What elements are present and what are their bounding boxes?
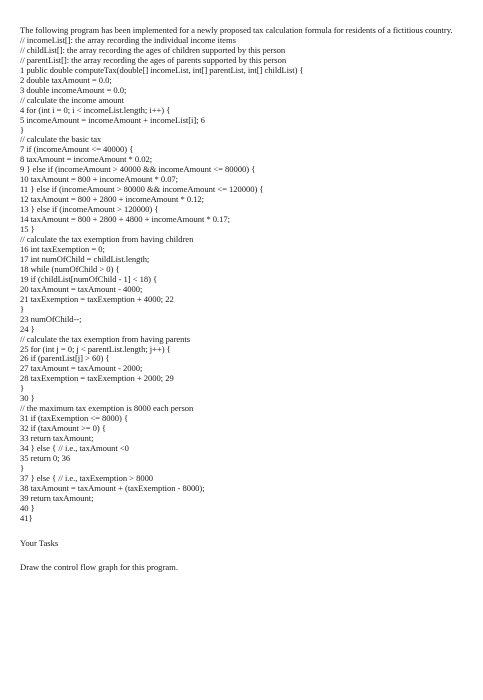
code-line: 30 } [20, 393, 35, 404]
code-line: 35 return 0; 36 [20, 452, 71, 463]
code-line: 8 taxAmount = incomeAmount * 0.02; [20, 154, 153, 165]
code-line: // parentList[]: the array recording the ages of parents supported by this person [20, 54, 287, 65]
code-line: 33 return taxAmount; [20, 433, 94, 444]
code-line: } [20, 462, 25, 473]
code-line: 25 for (int j = 0; j < parentList.length; j++) { [20, 343, 171, 354]
tasks-instruction: Draw the control flow graph for this program. [20, 561, 178, 572]
code-line: 10 taxAmount = 800 + incomeAmount * 0.07; [20, 174, 179, 185]
code-line: 32 if (taxAmount >= 0) { [20, 423, 106, 434]
code-line: // calculate the tax exemption from having children [20, 234, 194, 245]
code-line: // childList[]: the array recording the ages of children supported by this person [20, 44, 286, 55]
code-line: } [20, 124, 25, 135]
code-line: 34 } else { // i.e., taxAmount <0 [20, 443, 129, 454]
code-line: 18 while (numOfChild > 0) { [20, 263, 120, 274]
code-line: 23 numOfChild--; [20, 313, 82, 324]
code-line: 2 double taxAmount = 0.0; [20, 74, 112, 85]
code-line: } [20, 383, 25, 394]
code-line: 41} [20, 512, 33, 523]
code-line: 1 public double computeTax(double[] incomeList, int[] parentList, int[] childList) { [20, 64, 304, 75]
code-line: // calculate the tax exemption from having parents [20, 333, 191, 344]
code-line: 24 } [20, 323, 35, 334]
code-line: 38 taxAmount = taxAmount + (taxExemption - 8000); [20, 482, 205, 493]
code-line: 37 } else { // i.e., taxExemption > 8000 [20, 472, 154, 483]
code-line: 26 if (parentList[j] > 60) { [20, 353, 110, 364]
code-line: // calculate the income amount [20, 94, 124, 105]
code-line: 5 incomeAmount = incomeAmount + incomeList[i]; 6 [20, 114, 205, 125]
document-page [20, 26, 468, 572]
code-line: 20 taxAmount = taxAmount - 4000; [20, 283, 143, 294]
intro-paragraph: The following program has been implemented for a newly proposed tax calculation formula for residents of a fictitious country. [20, 25, 453, 35]
code-line: 40 } [20, 502, 35, 513]
code-line: 17 int numOfChild = childList.length; [20, 253, 150, 264]
code-line: 7 if (incomeAmount <= 40000) { [20, 144, 134, 155]
code-line: 19 if (childList[numOfChild - 1] < 18) { [20, 273, 158, 284]
code-line: 4 for (int i = 0; i < incomeList.length; i++) { [20, 104, 171, 115]
code-line: 21 taxExemption = taxExemption + 4000; 22 [20, 293, 174, 304]
code-line: 14 taxAmount = 800 + 2800 + 4800 + incomeAmount * 0.17; [20, 214, 230, 225]
code-line: 28 taxExemption = taxExemption + 2000; 29 [20, 373, 174, 384]
code-line: 3 double incomeAmount = 0.0; [20, 84, 127, 95]
code-line: 13 } else if (incomeAmount > 120000) { [20, 204, 159, 215]
code-line: 31 if (taxExemption <= 8000) { [20, 413, 129, 424]
code-line: 11 } else if (incomeAmount > 80000 && incomeAmount <= 120000) { [20, 184, 264, 195]
code-line: 15 } [20, 224, 35, 235]
code-line: 9 } else if (incomeAmount > 40000 && incomeAmount <= 80000) { [20, 164, 256, 175]
code-line: } [20, 303, 25, 314]
code-line: 12 taxAmount = 800 + 2800 + incomeAmount * 0.12; [20, 194, 205, 205]
code-line: // incomeList[]: the array recording the individual income items [20, 34, 236, 45]
code-line: 39 return taxAmount; [20, 492, 94, 503]
code-line: // the maximum tax exemption is 8000 each person [20, 403, 194, 414]
code-line: // calculate the basic tax [20, 134, 102, 145]
code-listing [20, 36, 468, 524]
tasks-heading: Your Tasks [20, 537, 59, 548]
code-line: 16 int taxExemption = 0; [20, 243, 105, 254]
code-line: 27 taxAmount = taxAmount - 2000; [20, 363, 143, 374]
